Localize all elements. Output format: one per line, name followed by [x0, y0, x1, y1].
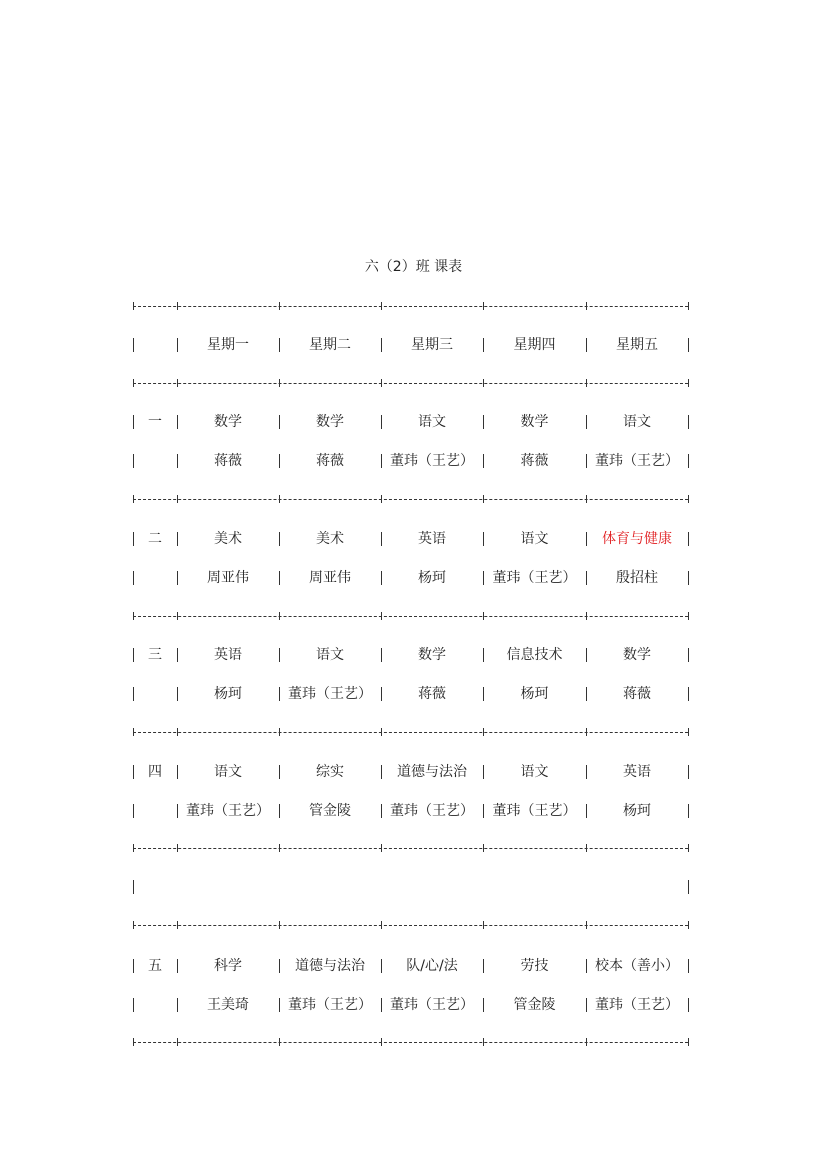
- subject-cell: 信息技术: [506, 647, 563, 663]
- subject-cell: 数学: [418, 647, 446, 663]
- teacher-cell: 董玮（王艺）: [288, 996, 372, 1013]
- column-separator: [133, 338, 134, 352]
- rule-junction: [688, 612, 689, 620]
- rule-junction: [177, 921, 178, 929]
- rule-junction: [586, 728, 587, 736]
- rule-junction: [133, 302, 134, 310]
- teacher-cell: 王美琦: [207, 996, 249, 1013]
- subject-cell: 英语: [418, 531, 446, 547]
- rule-junction: [483, 302, 484, 310]
- teacher-cell: 蒋薇: [520, 452, 549, 469]
- column-separator: [133, 687, 134, 701]
- day-header: 星期一: [207, 337, 249, 353]
- rule-junction: [483, 379, 484, 387]
- rule-junction: [688, 302, 689, 310]
- rule-junction: [586, 1038, 587, 1046]
- rule-junction: [586, 921, 587, 929]
- rule-junction: [483, 1038, 484, 1046]
- subject-cell: 语文: [214, 764, 242, 780]
- rule-junction: [688, 379, 689, 387]
- column-separator: [688, 571, 689, 585]
- column-separator: [688, 880, 689, 894]
- rule-junction: [177, 495, 178, 503]
- rule-junction: [177, 844, 178, 852]
- teacher-cell: 管金陵: [513, 996, 556, 1013]
- subject-cell: 语文: [623, 414, 651, 430]
- period-label: 三: [148, 647, 162, 663]
- rule-junction: [483, 921, 484, 929]
- period-label: 二: [148, 531, 162, 547]
- rule-junction: [279, 1038, 280, 1046]
- teacher-cell: 杨珂: [214, 685, 242, 702]
- rule-junction: [381, 612, 382, 620]
- column-separator: [688, 687, 689, 701]
- rule-junction: [586, 379, 587, 387]
- rule-junction: [279, 495, 280, 503]
- column-separator: [688, 959, 689, 973]
- teacher-cell: 周亚伟: [309, 569, 351, 586]
- period-label: 四: [148, 764, 162, 780]
- teacher-cell: 周亚伟: [207, 569, 249, 586]
- teacher-cell: 董玮（王艺）: [186, 802, 270, 819]
- subject-cell: 数学: [520, 414, 549, 430]
- day-header: 星期四: [513, 337, 556, 353]
- rule-junction: [133, 379, 134, 387]
- rule-junction: [133, 728, 134, 736]
- rule-line: [133, 925, 688, 926]
- teacher-cell: 董玮（王艺）: [595, 452, 679, 469]
- rule-junction: [133, 844, 134, 852]
- column-separator: [133, 454, 134, 468]
- rule-line: [133, 848, 688, 849]
- rule-junction: [381, 302, 382, 310]
- subject-cell: 数学: [316, 414, 344, 430]
- rule-junction: [586, 302, 587, 310]
- rule-line: [133, 499, 688, 500]
- teacher-cell: 董玮（王艺）: [595, 996, 679, 1013]
- rule-junction: [586, 844, 587, 852]
- subject-cell: 数学: [214, 414, 242, 430]
- rule-junction: [177, 302, 178, 310]
- rule-junction: [381, 379, 382, 387]
- period-label: 五: [148, 958, 162, 974]
- column-separator: [133, 571, 134, 585]
- column-separator: [688, 532, 689, 546]
- teacher-cell: 董玮（王艺）: [288, 685, 372, 702]
- subject-cell: 语文: [418, 414, 446, 430]
- rule-junction: [133, 1038, 134, 1046]
- column-separator: [688, 804, 689, 818]
- rule-junction: [177, 1038, 178, 1046]
- subject-cell: 英语: [214, 647, 242, 663]
- rule-junction: [688, 1038, 689, 1046]
- subject-cell: 劳技: [520, 958, 549, 974]
- column-separator: [133, 998, 134, 1012]
- rule-junction: [279, 612, 280, 620]
- teacher-cell: 蒋薇: [623, 685, 651, 702]
- subject-cell: 数学: [623, 647, 651, 663]
- day-header: 星期二: [309, 337, 351, 353]
- rule-junction: [381, 495, 382, 503]
- rule-junction: [279, 302, 280, 310]
- subject-cell: 科学: [214, 958, 242, 974]
- rule-junction: [483, 612, 484, 620]
- rule-line: [133, 306, 688, 307]
- rule-junction: [177, 379, 178, 387]
- rule-junction: [381, 728, 382, 736]
- teacher-cell: 蒋薇: [316, 452, 344, 469]
- rule-junction: [381, 844, 382, 852]
- rule-junction: [483, 728, 484, 736]
- rule-junction: [133, 495, 134, 503]
- subject-cell: 体育与健康: [602, 531, 672, 547]
- column-separator: [133, 880, 134, 894]
- rule-junction: [483, 844, 484, 852]
- rule-junction: [279, 844, 280, 852]
- rule-junction: [133, 921, 134, 929]
- day-header: 星期五: [616, 337, 658, 353]
- page-title: 六（2）班 课表: [364, 259, 463, 275]
- subject-cell: 语文: [520, 531, 549, 547]
- subject-cell: 队/心/法: [406, 958, 458, 974]
- teacher-cell: 管金陵: [309, 802, 351, 819]
- subject-cell: 道德与法治: [397, 764, 467, 780]
- teacher-cell: 杨珂: [520, 685, 549, 702]
- rule-junction: [483, 495, 484, 503]
- subject-cell: 道德与法治: [295, 958, 365, 974]
- rule-line: [133, 383, 688, 384]
- teacher-cell: 董玮（王艺）: [492, 802, 577, 819]
- column-separator: [133, 804, 134, 818]
- rule-junction: [177, 728, 178, 736]
- subject-cell: 英语: [623, 764, 651, 780]
- rule-junction: [688, 921, 689, 929]
- teacher-cell: 董玮（王艺）: [492, 569, 577, 586]
- subject-cell: 校本（善小）: [595, 958, 679, 974]
- subject-cell: 语文: [520, 764, 549, 780]
- teacher-cell: 董玮（王艺）: [390, 996, 474, 1013]
- rule-junction: [133, 612, 134, 620]
- rule-line: [133, 1042, 688, 1043]
- teacher-cell: 殷招柱: [616, 569, 658, 586]
- teacher-cell: 董玮（王艺）: [390, 802, 474, 819]
- rule-junction: [586, 495, 587, 503]
- column-separator: [688, 454, 689, 468]
- column-separator: [688, 648, 689, 662]
- subject-cell: 语文: [316, 647, 344, 663]
- teacher-cell: 杨珂: [623, 802, 651, 819]
- column-separator: [688, 998, 689, 1012]
- teacher-cell: 杨珂: [418, 569, 446, 586]
- rule-junction: [279, 379, 280, 387]
- rule-junction: [688, 495, 689, 503]
- rule-junction: [586, 612, 587, 620]
- rule-junction: [177, 612, 178, 620]
- rule-line: [133, 732, 688, 733]
- subject-cell: 美术: [214, 531, 242, 547]
- rule-junction: [688, 844, 689, 852]
- teacher-cell: 蒋薇: [214, 452, 242, 469]
- subject-cell: 综实: [316, 764, 344, 780]
- rule-line: [133, 616, 688, 617]
- rule-junction: [279, 728, 280, 736]
- rule-junction: [279, 921, 280, 929]
- day-header: 星期三: [411, 337, 453, 353]
- column-separator: [688, 415, 689, 429]
- column-separator: [688, 338, 689, 352]
- rule-junction: [381, 921, 382, 929]
- rule-junction: [688, 728, 689, 736]
- period-label: 一: [148, 414, 162, 430]
- column-separator: [688, 765, 689, 779]
- teacher-cell: 董玮（王艺）: [390, 452, 474, 469]
- subject-cell: 美术: [316, 531, 344, 547]
- rule-junction: [381, 1038, 382, 1046]
- teacher-cell: 蒋薇: [418, 685, 446, 702]
